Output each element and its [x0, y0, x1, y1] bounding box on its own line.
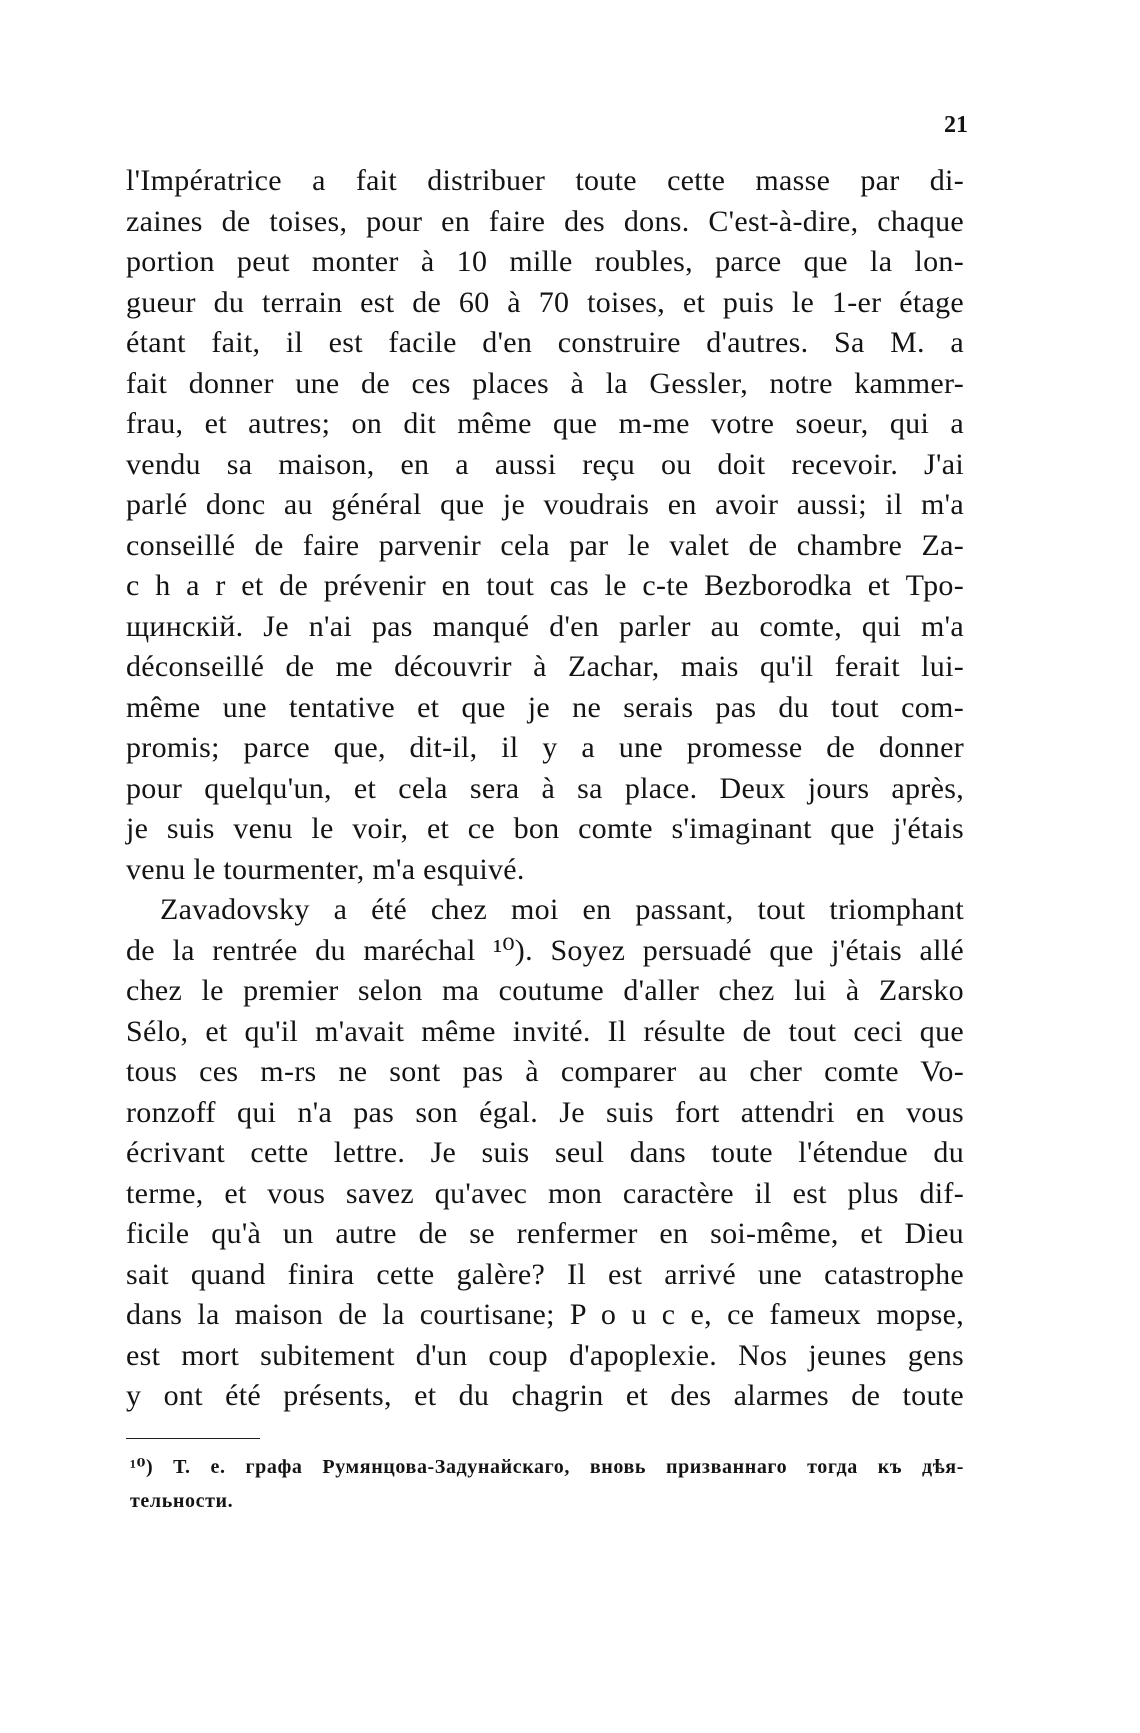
text-line: щинскій. Je n'ai pas manqué d'en parler au comte, qui m'a — [126, 609, 964, 643]
text-line: Sélo, et qu'il m'avait même invité. Il résulte de tout ceci que — [126, 1014, 964, 1048]
text-line: tous ces m-rs ne sont pas à comparer au cher comte Vo- — [126, 1055, 964, 1088]
page-number: 21 — [944, 112, 968, 138]
text-line: dans la maison de la courtisane; P o u c e, ce fameux mopse, — [126, 1298, 964, 1331]
text-line: terme, et vous savez qu'avec mon caractère il est plus dif- — [126, 1176, 964, 1210]
footnote — [130, 1450, 964, 1518]
text-line: portion peut monter à 10 mille roubles, parce que la lon- — [126, 245, 964, 278]
text-line: de la rentrée du maréchal ¹⁰). Soyez persuadé que j'étais allé — [126, 933, 964, 967]
text-line: ronzoff qui n'a pas son égal. Je suis fort attendri en vous — [126, 1095, 964, 1129]
footnote-line: ¹⁰) Т. е. графа Румянцова-Задунайскаго, вновь призваннаго тогда къ дѣя- — [130, 1456, 964, 1478]
footnote-line: тельности. — [130, 1490, 234, 1512]
text-line: pour quelqu'un, et cela sera à sa place. Deux jours après, — [126, 771, 964, 805]
text-line: y ont été présents, et du chagrin et des alarmes de toute — [126, 1379, 964, 1412]
text-line: sait quand finira cette galère? Il est arrivé une catastrophe — [126, 1257, 964, 1291]
text-line: promis; parce que, dit-il, il y a une promesse de donner — [126, 731, 964, 764]
text-line: chez le premier selon ma coutume d'aller chez lui à Zarsko — [126, 974, 964, 1007]
text-line: étant fait, il est facile d'en construire d'autres. Sa M. a — [126, 326, 964, 359]
text-line: même une tentative et que je ne serais pas du tout com- — [126, 690, 964, 724]
text-line: parlé donc au général que je voudrais en avoir aussi; il m'a — [126, 488, 964, 521]
text-line: fait donner une de ces places à la Gessler, notre kammer- — [126, 366, 964, 400]
text-line: ficile qu'à un autre de se renfermer en soi-même, et Dieu — [126, 1217, 964, 1250]
text-line: déconseillé de me découvrir à Zachar, mais qu'il ferait lui- — [126, 650, 964, 683]
text-line: je suis venu le voir, et ce bon comte s'imaginant que j'étais — [126, 812, 964, 845]
text-line: gueur du terrain est de 60 à 70 toises, et puis le 1-er étage — [126, 285, 964, 319]
text-line: zaines de toises, pour en faire des dons. C'est-à-dire, chaque — [126, 204, 964, 238]
text-line: vendu sa maison, en a aussi reçu ou doit recevoir. J'ai — [126, 447, 964, 481]
text-line: frau, et autres; on dit même que m-me votre soeur, qui a — [126, 407, 964, 440]
text-line-paragraph-start: Zavadovsky a été chez moi en passant, tout triomphant — [160, 893, 964, 926]
text-line-paragraph-end: venu le tourmenter, m'a esquivé. — [126, 852, 525, 886]
footnote-divider — [126, 1438, 260, 1439]
text-line: c h a r et de prévenir en tout cas le c-te Bezborodka et Тро- — [126, 569, 964, 602]
text-line: conseillé de faire parvenir cela par le valet de chambre Za- — [126, 528, 964, 562]
text-line: est mort subitement d'un coup d'apoplexie. Nos jeunes gens — [126, 1338, 964, 1372]
body-text — [126, 161, 964, 1417]
text-line: l'Impératrice a fait distribuer toute cette masse par di- — [126, 164, 964, 197]
text-line: écrivant cette lettre. Je suis seul dans toute l'étendue du — [126, 1136, 964, 1169]
